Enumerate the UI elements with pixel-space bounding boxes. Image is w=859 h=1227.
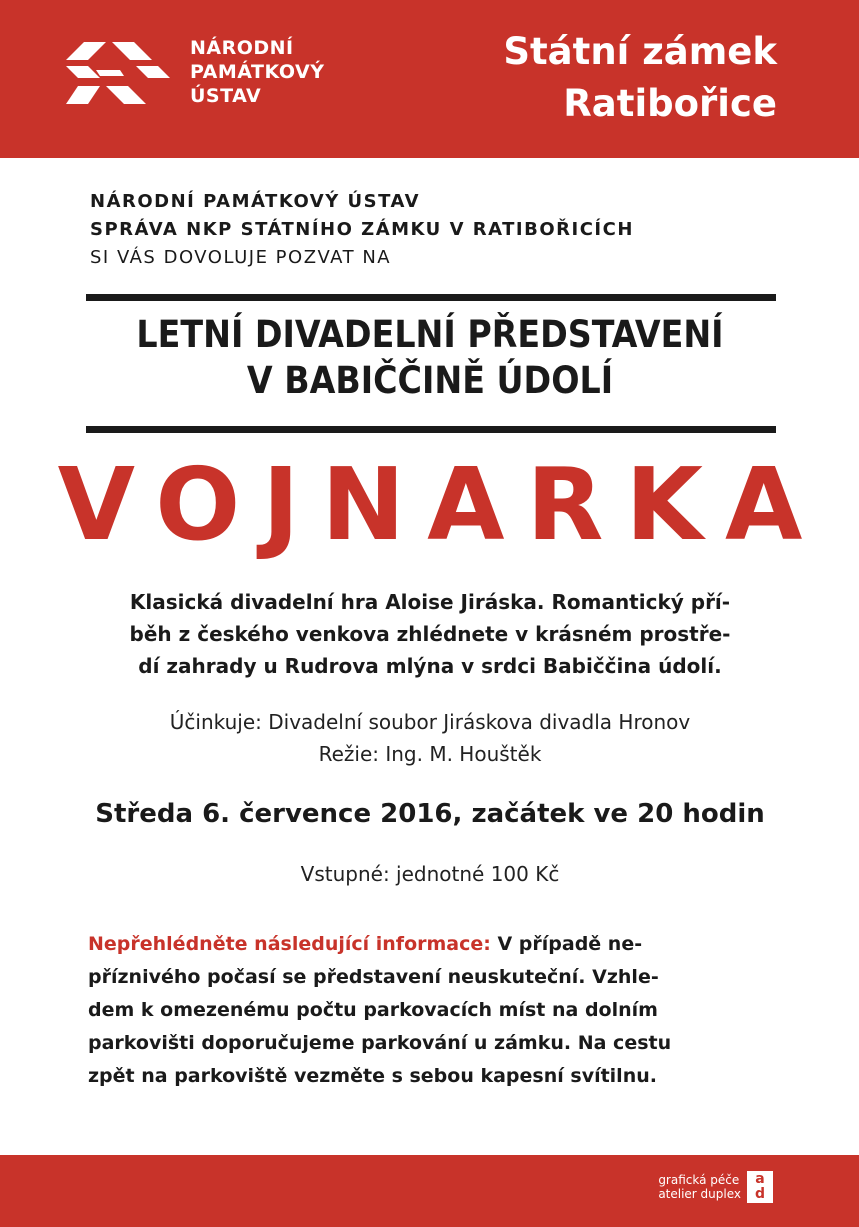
notice-line: zpět na parkoviště vezměte s sebou kapesní svítilnu. bbox=[88, 1065, 657, 1087]
notice-line: parkovišti doporučujeme parkování u zámku. Na cestu bbox=[88, 1032, 672, 1054]
event-title bbox=[40, 312, 820, 404]
description-line: Klasická divadelní hra Aloise Jiráska. Romantický pří- bbox=[129, 590, 731, 614]
notice-highlight: Nepřehlédněte následující informace: bbox=[88, 933, 491, 955]
npu-wordmark-line: ÚSTAV bbox=[190, 85, 262, 107]
event-title-line: V BABIČČINĚ ÚDOLÍ bbox=[246, 359, 614, 402]
castle-name-line: Ratibořice bbox=[563, 82, 777, 125]
play-title: VOJNARKA bbox=[57, 446, 825, 563]
top-divider bbox=[86, 294, 776, 301]
credit-line: atelier duplex bbox=[658, 1187, 741, 1201]
npu-wordmark-line: NÁRODNÍ bbox=[190, 37, 294, 59]
notice-line bbox=[88, 928, 778, 961]
notice-line: dem k omezenému počtu parkovacích míst na dolním bbox=[88, 999, 658, 1021]
castle-name-line: Státní zámek bbox=[503, 30, 777, 73]
credit-logo-letter: a bbox=[755, 1171, 765, 1187]
castle-name bbox=[503, 26, 777, 130]
performers: Účinkuje: Divadelní soubor Jiráskova divadla Hronov bbox=[169, 710, 691, 734]
intro-line: NÁRODNÍ PAMÁTKOVÝ ÚSTAV bbox=[90, 191, 421, 212]
npu-wordmark bbox=[190, 36, 324, 108]
npu-logo-icon bbox=[66, 42, 170, 104]
design-credit bbox=[658, 1173, 741, 1201]
invitation-intro bbox=[90, 188, 634, 272]
notice-line: příznivého počasí se představení neuskuteční. Vzhle- bbox=[88, 966, 659, 988]
notice-text: V případě ne- bbox=[490, 933, 643, 955]
intro-line: SI VÁS DOVOLUJE POZVAT NA bbox=[90, 247, 392, 268]
event-date: Středa 6. července 2016, začátek ve 20 hodin bbox=[95, 799, 765, 829]
atelier-duplex-logo-icon bbox=[747, 1171, 773, 1203]
play-description bbox=[40, 586, 820, 682]
credit-line: grafická péče bbox=[658, 1173, 740, 1187]
cast-info bbox=[40, 706, 820, 770]
npu-wordmark-line: PAMÁTKOVÝ bbox=[190, 61, 325, 83]
header-bar bbox=[0, 0, 859, 158]
admission-price: Vstupné: jednotné 100 Kč bbox=[300, 862, 560, 886]
director: Režie: Ing. M. Houštěk bbox=[318, 742, 542, 766]
description-line: dí zahrady u Rudrova mlýna v srdci Babiččina údolí. bbox=[138, 654, 722, 678]
intro-line: SPRÁVA NKP STÁTNÍHO ZÁMKU V RATIBOŘICÍCH bbox=[90, 219, 634, 240]
credit-logo-letter: d bbox=[754, 1186, 766, 1202]
footer-bar bbox=[0, 1155, 859, 1227]
description-line: běh z českého venkova zhlédnete v krásném prostře- bbox=[129, 622, 731, 646]
event-title-line: LETNÍ DIVADELNÍ PŘEDSTAVENÍ bbox=[136, 313, 724, 356]
bottom-divider bbox=[86, 426, 776, 433]
notice bbox=[88, 928, 778, 1093]
